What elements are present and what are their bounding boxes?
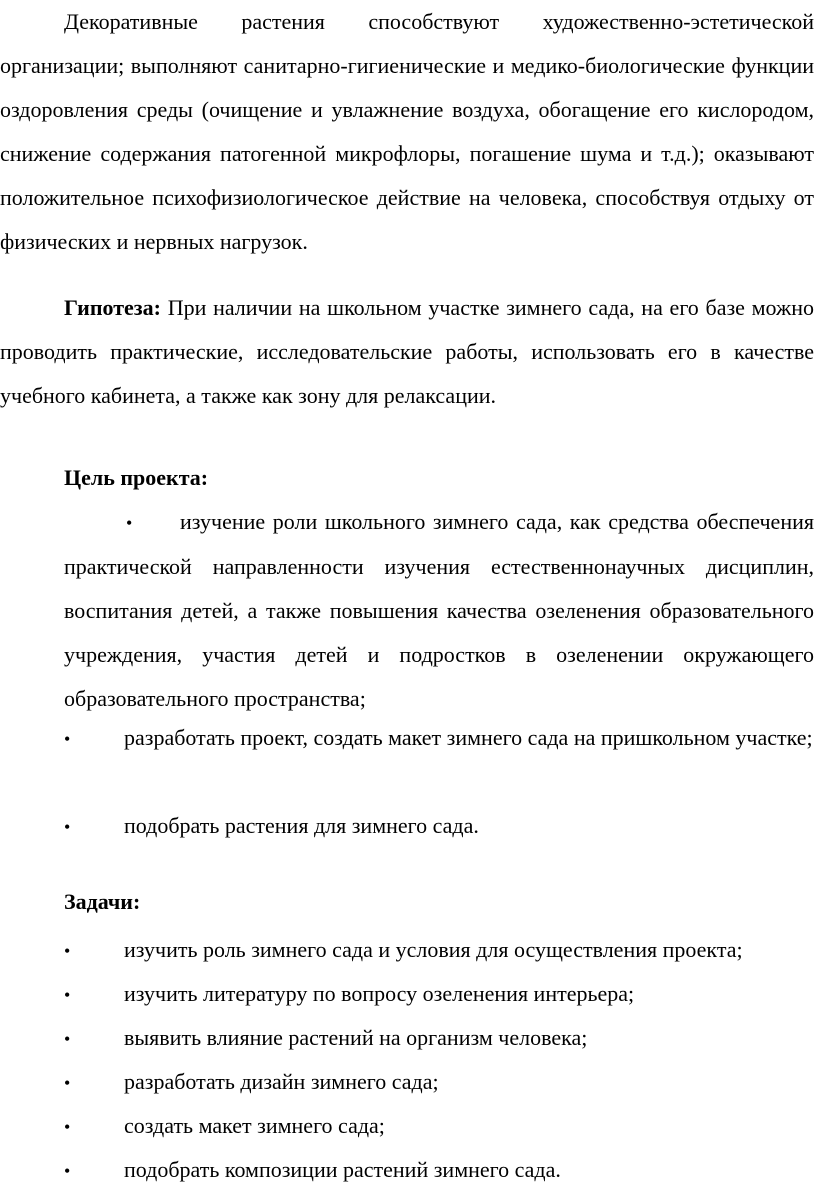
intro-paragraph: Декоративные растения способствуют художественно-эстетической организации; выполняют санитарно-гигиенические и медико-биологические функции оздоровления среды (очищение и увлажнение воздуха, обогащение его кислородом, снижение содержания патогенной микрофлоры, погашение шума и т.д.); оказывают положительное психофизиологическое действие на человека, способствуя отдыху от физических и нервных нагрузок. (0, 9, 814, 254)
task-item-3 (64, 1016, 814, 1061)
task-item-text: изучить роль зимнего сада и условия для осуществления проекта; (124, 937, 743, 962)
hypothesis-label: Гипотеза: (64, 295, 161, 320)
goal-item-text: изучение роли школьного зимнего сада, как средства обеспечения практической направленности изучения естественнонаучных дисциплин, воспитания детей, а также повышения качества озеленения образовательного учреждения, участия детей и подростков в озеленении окружающего образовательного пространства; (64, 509, 814, 711)
bullet-symbol: • (64, 1117, 71, 1137)
bullet-symbol: • (64, 1161, 71, 1181)
bullet-icon (126, 500, 180, 545)
bullet-symbol: • (64, 941, 71, 961)
bullet-icon (64, 804, 124, 849)
bullet-symbol: • (64, 1029, 71, 1049)
task-item-5 (64, 1104, 814, 1149)
bullet-symbol: • (64, 1073, 71, 1093)
goal-item-text: разработать проект, создать макет зимнего сада на пришкольном участке; (124, 725, 813, 750)
hypothesis-text: При наличии на школьном участке зимнего сада, на его базе можно проводить практические, исследовательские работы, использовать его в качестве учебного кабинета, а также как зону для релаксации. (0, 295, 814, 408)
task-item-text: подобрать композиции растений зимнего сада. (124, 1157, 561, 1182)
bullet-symbol: • (64, 817, 71, 837)
bullet-icon (64, 1104, 124, 1149)
bullet-symbol: • (64, 985, 71, 1005)
bullet-icon (64, 928, 124, 973)
goal-item-2 (64, 716, 814, 761)
hypothesis-paragraph (0, 286, 814, 418)
task-item-text: изучить литературу по вопросу озеленения интерьера; (124, 981, 635, 1006)
goal-item-text: подобрать растения для зимнего сада. (124, 813, 479, 838)
bullet-icon (64, 972, 124, 1017)
tasks-heading: Задачи: (64, 889, 141, 914)
bullet-icon (64, 1016, 124, 1061)
task-item-6 (64, 1148, 814, 1193)
bullet-symbol: • (126, 513, 133, 533)
goal-item-1 (64, 500, 814, 721)
goal-item-3 (64, 804, 814, 849)
bullet-icon (64, 1148, 124, 1193)
bullet-symbol: • (64, 729, 71, 749)
task-item-text: выявить влияние растений на организм человека; (124, 1025, 588, 1050)
bullet-icon (64, 716, 124, 761)
task-item-2 (64, 972, 814, 1017)
goal-heading: Цель проекта: (64, 465, 209, 490)
task-item-text: создать макет зимнего сада; (124, 1113, 385, 1138)
task-item-1 (64, 928, 814, 973)
task-item-4 (64, 1060, 814, 1105)
task-item-text: разработать дизайн зимнего сада; (124, 1069, 439, 1094)
bullet-icon (64, 1060, 124, 1105)
